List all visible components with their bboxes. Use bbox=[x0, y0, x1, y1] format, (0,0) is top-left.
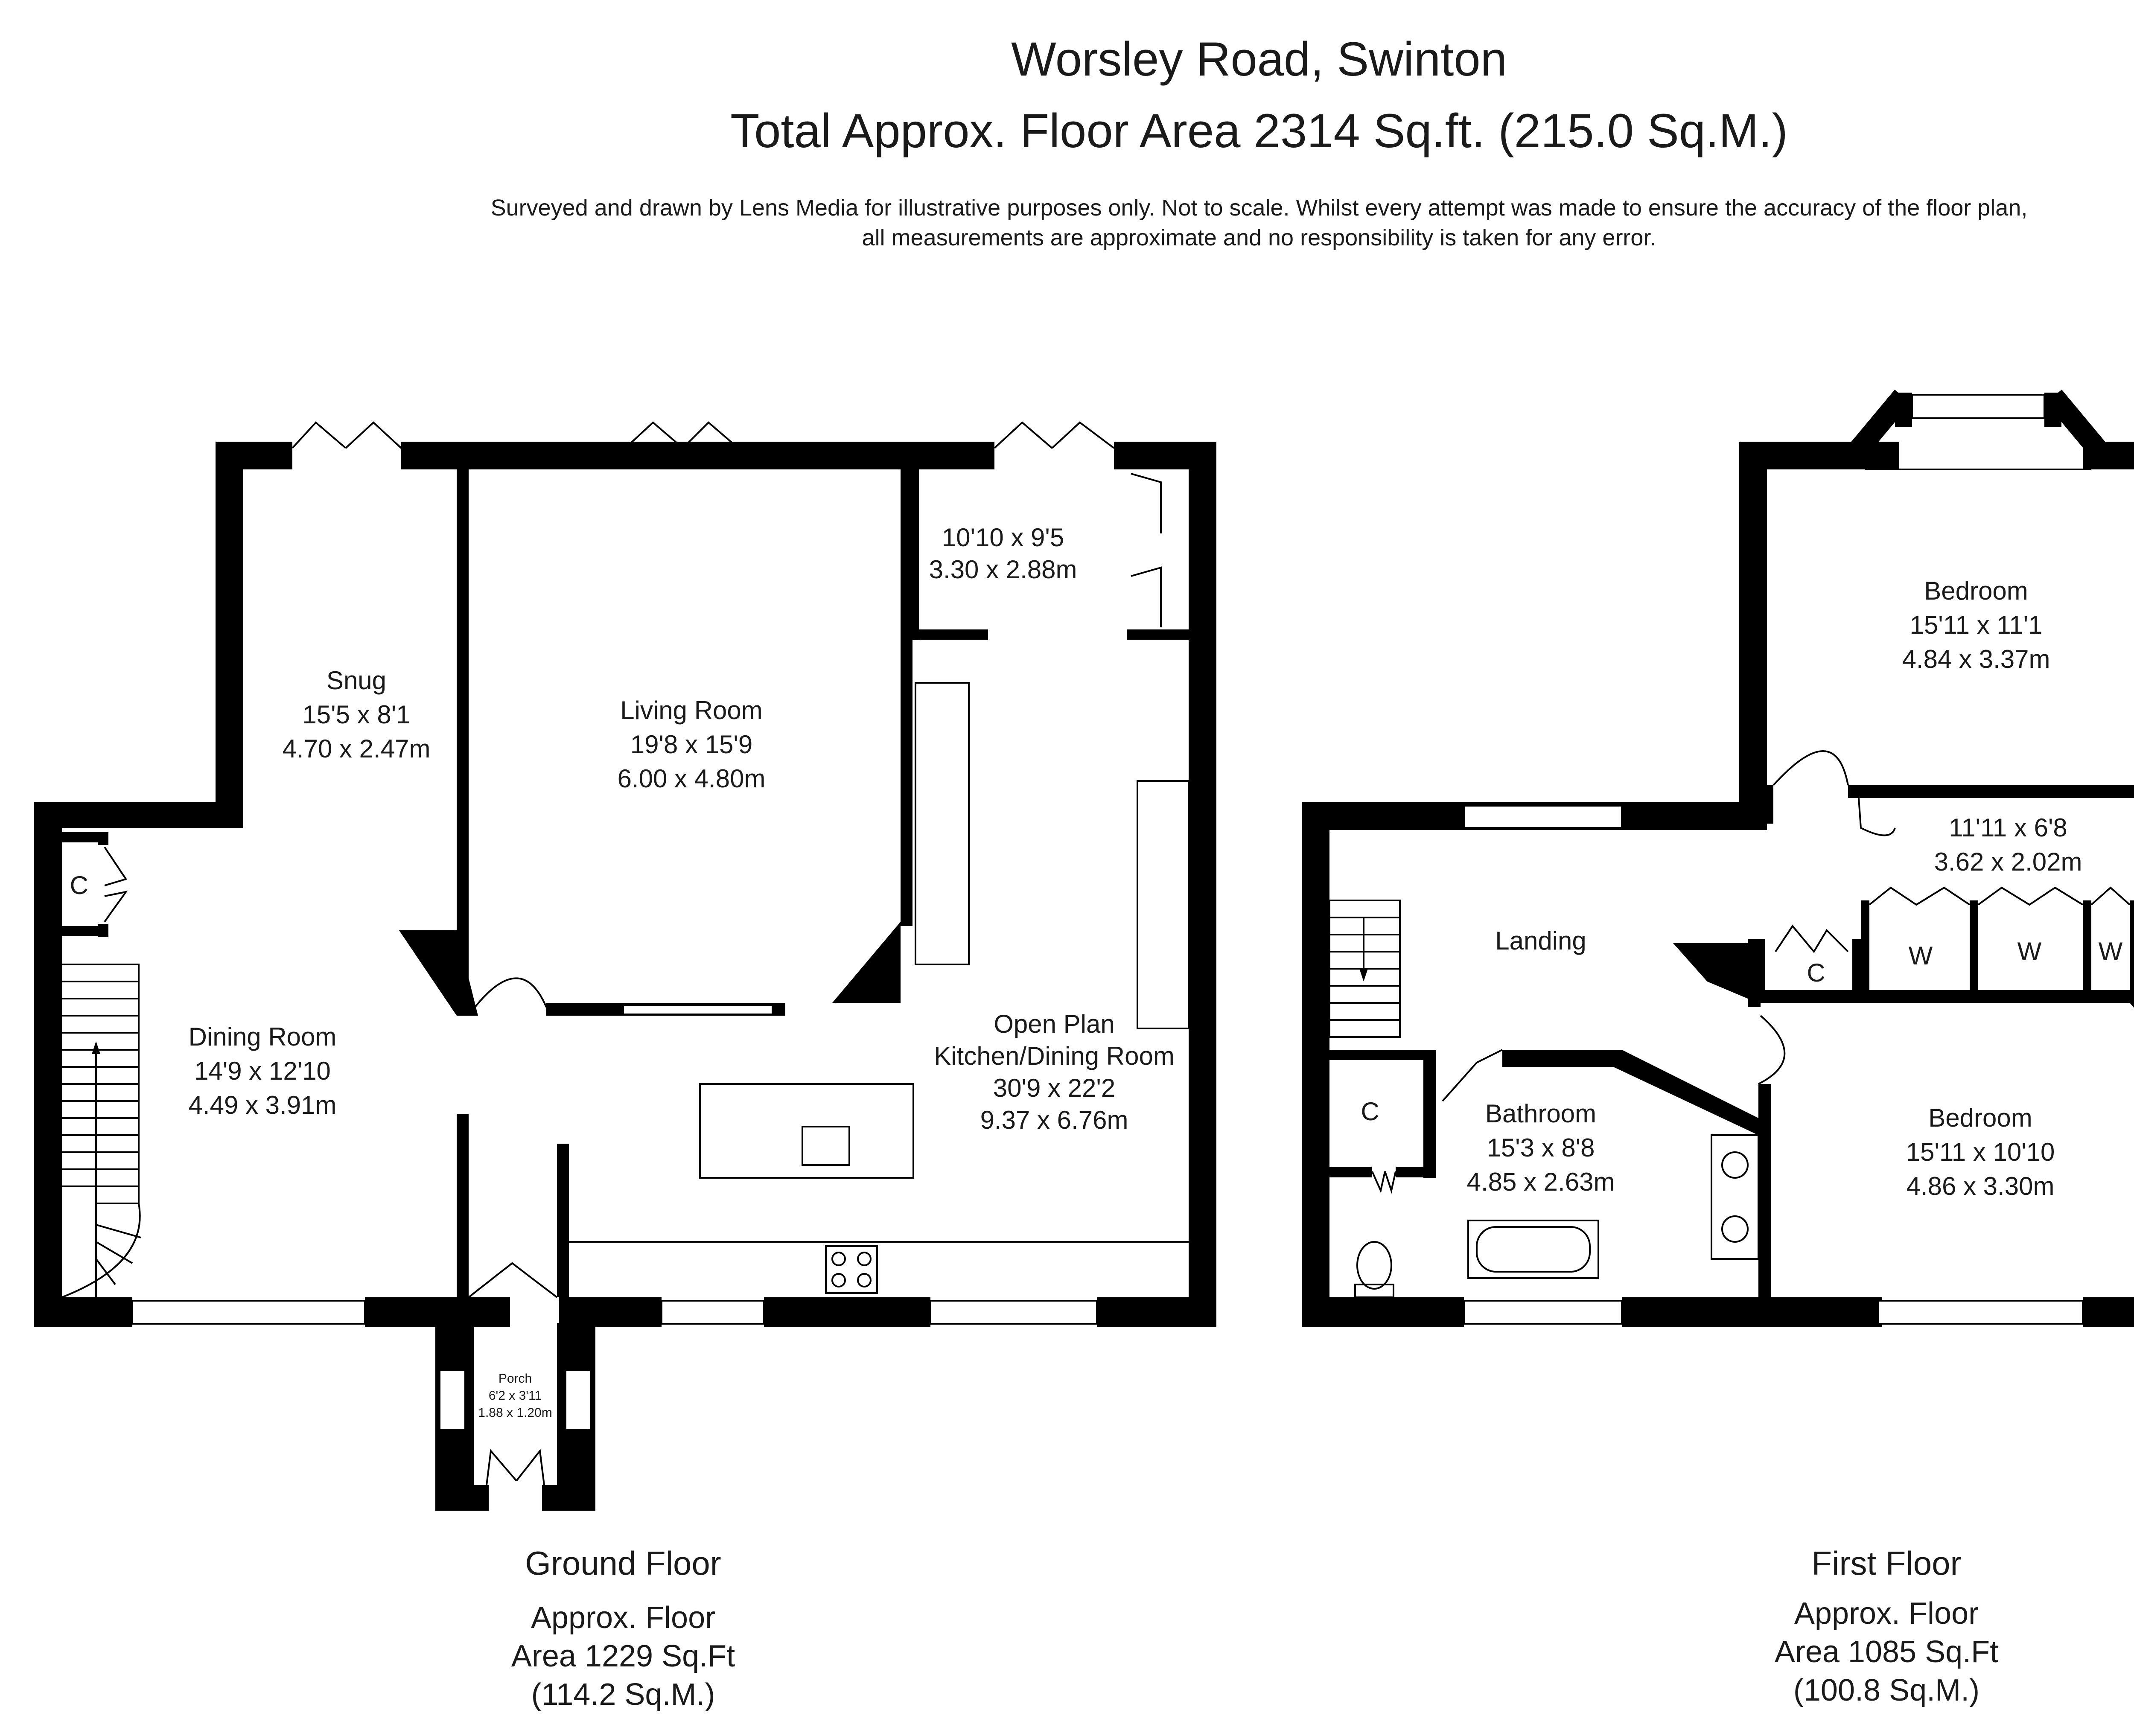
snug-metric: 4.70 x 2.47m bbox=[282, 734, 431, 763]
bathroom-imperial: 15'3 x 8'8 bbox=[1487, 1133, 1595, 1162]
first-floor-area-line2: Area 1085 Sq.Ft bbox=[1774, 1635, 1999, 1669]
landing-name: Landing bbox=[1495, 926, 1586, 955]
porch-name: Porch bbox=[498, 1372, 532, 1386]
living-room-metric: 6.00 x 4.80m bbox=[617, 764, 766, 793]
hob-icon bbox=[826, 1246, 877, 1293]
kitchen-imperial: 30'9 x 22'2 bbox=[993, 1074, 1116, 1102]
ff-staircase bbox=[1329, 900, 1400, 1037]
utility-metric: 3.30 x 2.88m bbox=[929, 555, 1077, 584]
porch-metric: 1.88 x 1.20m bbox=[478, 1406, 552, 1420]
snug-name: Snug bbox=[326, 666, 387, 695]
dining-room-imperial: 14'9 x 12'10 bbox=[194, 1057, 331, 1085]
first-floor-area-line3: (100.8 Sq.M.) bbox=[1793, 1673, 1980, 1707]
first-floor-area-line1: Approx. Floor bbox=[1794, 1596, 1979, 1631]
disclaimer-line-2: all measurements are approximate and no responsibility is taken for any error. bbox=[862, 225, 1656, 250]
living-room-name: Living Room bbox=[620, 696, 763, 725]
wardrobe-3-label: W bbox=[2098, 937, 2123, 966]
bedroom-front-name: Bedroom bbox=[1924, 577, 2028, 605]
ground-floor-area-line2: Area 1229 Sq.Ft bbox=[511, 1639, 735, 1673]
wardrobe-2-label: W bbox=[2017, 937, 2042, 966]
bedroom-front-imperial: 15'11 x 11'1 bbox=[1910, 611, 2043, 639]
porch-imperial: 6'2 x 3'11 bbox=[488, 1389, 542, 1403]
plan-title: Worsley Road, Swinton bbox=[1011, 32, 1507, 86]
bedroom-front-metric: 4.84 x 3.37m bbox=[1902, 645, 2050, 673]
wardrobe-1-label: W bbox=[1908, 941, 1933, 970]
kitchen-metric: 9.37 x 6.76m bbox=[980, 1106, 1128, 1134]
kitchen-name-line1: Open Plan bbox=[994, 1010, 1115, 1038]
ground-floor-label: Ground Floor bbox=[525, 1544, 721, 1582]
first-floor-label: First Floor bbox=[1811, 1544, 1962, 1582]
disclaimer-line-1: Surveyed and drawn by Lens Media for illustrative purposes only. Not to scale. Whilst every attempt was made to ensure the accuracy of the floor plan, bbox=[490, 195, 2028, 221]
gf-staircase bbox=[62, 964, 141, 1297]
dining-room-name: Dining Room bbox=[188, 1022, 337, 1051]
box-room-metric: 3.62 x 2.02m bbox=[1934, 848, 2082, 876]
bathroom-metric: 4.85 x 2.63m bbox=[1466, 1168, 1615, 1196]
bathroom-name: Bathroom bbox=[1485, 1099, 1597, 1128]
bedroom-middle-name: Bedroom bbox=[1928, 1104, 2032, 1132]
double-sink-icon bbox=[1711, 1135, 1758, 1259]
living-room-imperial: 19'8 x 15'9 bbox=[630, 730, 753, 759]
ground-floor-area-line3: (114.2 Sq.M.) bbox=[531, 1678, 715, 1712]
toilet-icon bbox=[1357, 1242, 1391, 1289]
snug-imperial: 15'5 x 8'1 bbox=[302, 700, 411, 729]
dining-room-metric: 4.49 x 3.91m bbox=[188, 1091, 337, 1119]
ground-floor-plan bbox=[34, 422, 1216, 1511]
utility-imperial: 10'10 x 9'5 bbox=[942, 523, 1064, 552]
ground-floor-area-line1: Approx. Floor bbox=[531, 1601, 716, 1635]
sink-icon bbox=[802, 1127, 849, 1165]
box-room-imperial: 11'11 x 6'8 bbox=[1949, 813, 2067, 842]
landing-cupboard-label: C bbox=[1807, 958, 1825, 987]
bedroom-middle-metric: 4.86 x 3.30m bbox=[1906, 1172, 2055, 1200]
gf-cupboard-label: C bbox=[70, 871, 88, 900]
bedroom-middle-imperial: 15'11 x 10'10 bbox=[1906, 1138, 2055, 1166]
total-floor-area: Total Approx. Floor Area 2314 Sq.ft. (215.0 Sq.M.) bbox=[730, 104, 1788, 157]
bath-cupboard-label: C bbox=[1361, 1097, 1379, 1126]
first-floor-plan bbox=[1302, 393, 2134, 1327]
kitchen-name-line2: Kitchen/Dining Room bbox=[934, 1042, 1175, 1070]
